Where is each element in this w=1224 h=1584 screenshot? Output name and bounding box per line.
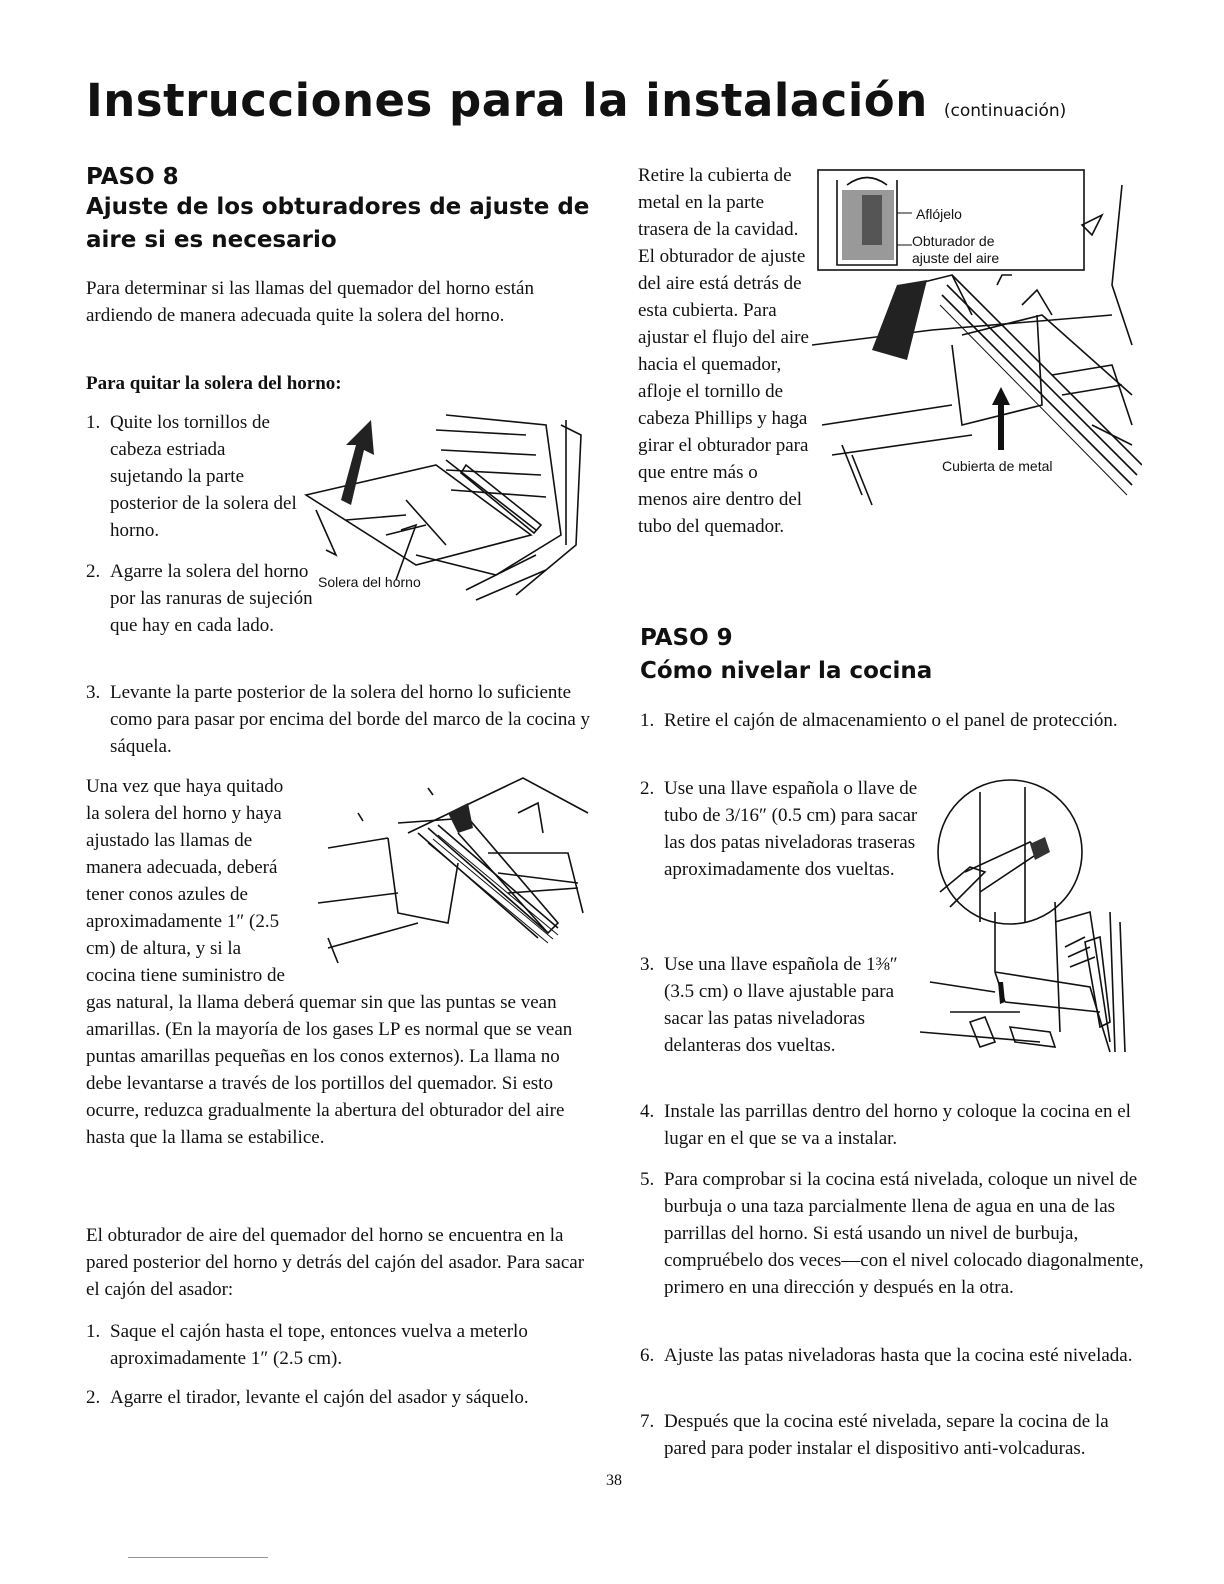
step8-subtitle: Ajuste de los obturadores de ajuste de aire si es necesario xyxy=(86,194,590,253)
page-title: Instrucciones para la instalación (continuación) xyxy=(86,74,1067,127)
level-step-2: 2. Use una llave española o llave de tubo de 3/16″ (0.5 cm) para sacar las dos patas niveladoras traseras aproximadamente dos vueltas. xyxy=(640,778,918,880)
shutter-paragraph: El obturador de aire del quemador del horno se encuentra en la pared posterior del horno y detrás del cajón del asador. Para sacar el cajón del asador: xyxy=(86,1225,585,1300)
loosen-label: Aflójelo xyxy=(916,206,962,222)
cover-paragraph: Retire la cubierta de metal en la parte trasera de la cavidad. El obturador de ajuste del aire está detrás de esta cubierta. Para ajustar el flujo del aire hacia el quemador, afloje el tornillo de cabeza Phillips y haga girar el obturador para que entre más o menos aire dentro del tubo del quemador. xyxy=(638,162,1128,540)
metal-cover-label: Cubierta de metal xyxy=(942,458,1053,474)
level-step-6: 6. Ajuste las patas niveladoras hasta que la cocina esté nivelada. xyxy=(640,1345,1133,1366)
page-number: 38 xyxy=(606,1472,622,1489)
level-step-4: 4. Instale las parrillas dentro del horno y coloque la cocina en el lugar en el que se va a instalar. xyxy=(640,1101,1131,1149)
step8-heading: PASO 8 xyxy=(86,164,179,190)
flame-paragraph: Una vez que haya quitado la solera del horno y haya ajustado las llamas de manera adecuada, deberá tener conos azules de aproximadamente 1″ (2.5 cm) de altura, y si la cocina tiene suministro de gas natural, la llama deberá quemar sin que las puntas se vean amarillas. (En la mayoría de los gases LP es normal que se vean puntas amarillas pequeñas en los conos externos). La llama no debe levantarse a través de los portillos del quemador. Si esto ocurre, reduzca gradualmente la abertura del obturador del aire hasta que la llama se estabilice. xyxy=(86,773,586,1151)
remove-heading: Para quitar la solera del horno: xyxy=(86,373,342,394)
step9-subtitle: Cómo nivelar la cocina xyxy=(640,658,933,684)
remove-step-3: 3. Levante la parte posterior de la solera del horno lo suficiente como para pasar por encima del borde del marco de la cocina y sáquela. xyxy=(86,682,591,757)
title-continuation: (continuación) xyxy=(943,101,1067,121)
oven-bottom-label: Solera del horno xyxy=(318,574,421,590)
remove-step-2: 2. Agarre la solera del horno por las ranuras de sujeción que hay en cada lado. xyxy=(86,561,313,636)
oven-bottom-figure xyxy=(296,405,586,605)
level-step-7: 7. Después que la cocina esté nivelada, separe la cocina de la pared para poder instalar el dispositivo anti-volcaduras. xyxy=(640,1411,1109,1459)
metal-cover-figure xyxy=(812,165,1142,515)
drawer-step-1: 1. Saque el cajón hasta el tope, entonces vuelva a meterlo aproximadamente 1″ (2.5 cm). xyxy=(86,1321,528,1369)
level-step-1: 1. Retire el cajón de almacenamiento o el panel de protección. xyxy=(640,710,1118,731)
shutter-label-line1: Obturador de xyxy=(912,233,995,249)
level-step-3: 3. Use una llave española de 1⅜″ (3.5 cm) o llave ajustable para sacar las patas niveladoras delanteras dos vueltas. xyxy=(640,954,898,1056)
remove-step-1: 1. Quite los tornillos de cabeza estriada sujetando la parte posterior de la solera del horno. xyxy=(86,412,297,541)
shutter-label-line2: ajuste del aire xyxy=(912,250,1000,266)
burner-figure xyxy=(308,773,593,973)
level-step-5: 5. Para comprobar si la cocina está nivelada, coloque un nivel de burbuja o una taza parcialmente llena de agua en una de las parrillas del horno. Si está usando un nivel de burbuja, compruébelo dos veces—con el nivel colocado diagonalmente, primero en una dirección y después en la otra. xyxy=(640,1169,1144,1298)
leveling-leg-figure xyxy=(910,772,1135,1062)
step9-heading: PASO 9 xyxy=(640,625,733,651)
footer-line xyxy=(128,1557,268,1558)
step8-intro: Para determinar si las llamas del quemador del horno están ardiendo de manera adecuada quite la solera del horno. xyxy=(86,278,534,326)
drawer-step-2: 2. Agarre el tirador, levante el cajón del asador y sáquelo. xyxy=(86,1387,529,1408)
